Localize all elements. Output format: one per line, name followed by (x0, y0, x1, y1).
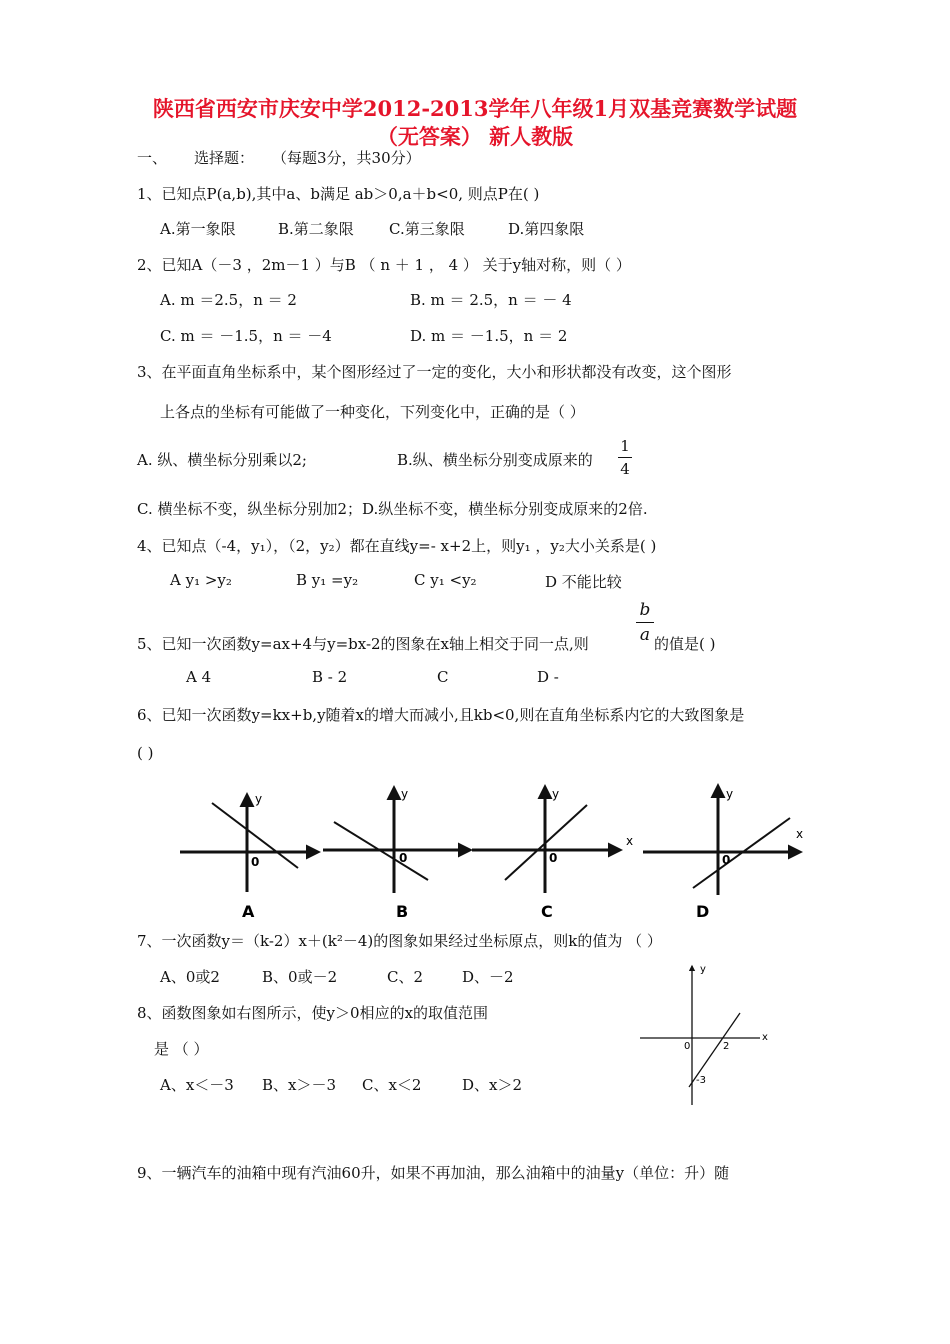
q6-graph-c-x-label: x (626, 834, 634, 848)
q2-option-d: D. m ＝ －1.5，n ＝ 2 (410, 327, 568, 345)
q6-graph-c-origin: 0 (549, 851, 558, 865)
q6-graph-b-origin: 0 (399, 851, 408, 865)
q8-option-a: A、x＜－3 (160, 1076, 234, 1094)
q3-line-2: 上各点的坐标有可能做了一种变化，下列变化中，正确的是（ ） (160, 403, 585, 421)
q5-option-c: C (437, 668, 449, 686)
q6-line-2: ( ) (137, 744, 154, 762)
q1-option-c: C.第三象限 (389, 220, 465, 238)
q8-option-d: D、x＞2 (462, 1076, 523, 1094)
q3-fraction-denominator: 4 (620, 460, 630, 478)
section-note: （每题3分，共30分） (272, 149, 421, 167)
q3-option-b: B.纵、横坐标分别变成原来的 (397, 451, 593, 469)
title-line-1: 陕西省西安市庆安中学2012-2013学年八年级1月双基竞赛数学试题 (152, 96, 798, 121)
q8-option-b: B、x＞－3 (262, 1076, 337, 1094)
q7-stem: 7、一次函数y＝（k-2）x＋(k²－4)的图象如果经过坐标原点，则k的值为 （ ） (137, 932, 662, 950)
q6-graph-a-origin: 0 (251, 855, 260, 869)
q8-graph (640, 964, 768, 1105)
q7-option-a: A、0或2 (160, 968, 220, 986)
q2-option-a: A. m ＝2.5，n ＝ 2 (160, 291, 297, 309)
q7-option-d: D、－2 (462, 968, 514, 986)
q6-graph-b-y-label: y (401, 787, 409, 801)
q6-graph-a-y-label: y (255, 792, 263, 806)
q6-graph-c-y-label: y (552, 787, 560, 801)
q6-graph-d-label: D (696, 902, 710, 921)
q2-option-b: B. m ＝ 2.5，n ＝ － 4 (410, 291, 572, 309)
q8-line-1: 8、函数图象如右图所示，使y＞0相应的x的取值范围 (137, 1004, 489, 1022)
section-label: 选择题： (194, 149, 255, 167)
q7-option-c: C、2 (387, 968, 424, 986)
q4-option-a: A y₁ >y₂ (170, 571, 232, 589)
q6-graph-c (472, 787, 633, 921)
q6-graph-a (180, 792, 318, 921)
q1-option-b: B.第二象限 (278, 220, 354, 238)
q1-stem: 1、已知点P(a,b),其中a、b满足 ab＞0,a＋b<0, 则点P在( ) (137, 185, 540, 203)
q8-option-c: C、x＜2 (362, 1076, 422, 1094)
q5-stem-end: 的值是( ) (654, 635, 716, 653)
section-number: 一、 (137, 149, 168, 167)
q8-graph-x-tick: 2 (723, 1041, 730, 1052)
q3-option-a: A. 纵、横坐标分别乘以2; (137, 451, 307, 469)
q8-graph-x-label: x (762, 1032, 768, 1043)
q6-graph-d-x-label: x (796, 827, 804, 841)
q4-option-d: D 不能比较 (545, 573, 622, 591)
q6-graph-d-origin: 0 (722, 853, 731, 867)
q6-graph-b (323, 787, 470, 921)
q5-option-d: D - (537, 668, 559, 686)
q5-fraction-denominator: a (639, 625, 651, 645)
q5-fraction-numerator: b (639, 600, 651, 620)
q8-graph-y-tick: -3 (696, 1075, 706, 1086)
q6-graph-d (643, 786, 803, 921)
title-line-2: （无答案） 新人教版 (376, 124, 574, 149)
q6-line-1: 6、已知一次函数y=kx+b,y随着x的增大而减小,且kb<0,则在直角坐标系内它的大致图象是 (137, 706, 745, 724)
q5-stem: 5、已知一次函数y=ax+4与y=bx-2的图象在x轴上相交于同一点,则 (137, 635, 589, 653)
q4-option-c: C y₁ <y₂ (414, 571, 477, 589)
q2-option-c: C. m ＝ －1.5，n ＝ －4 (160, 327, 332, 345)
q9-line-1: 9、一辆汽车的油箱中现有汽油60升，如果不再加油，那么油箱中的油量y（单位：升）随 (137, 1164, 730, 1182)
q6-graph-b-label: B (396, 902, 409, 921)
q4-option-b: B y₁ =y₂ (296, 571, 359, 589)
q2-stem: 2、已知A（－3 ，2m－1 ）与B （ n ＋ 1 ， 4 ） 关于y轴对称，则（ ） (137, 256, 631, 274)
q3-fraction-numerator: 1 (620, 437, 630, 455)
q4-stem: 4、已知点（-4，y₁），（2，y₂）都在直线y=- x+2上，则y₁ ，y₂大小关系是( ) (137, 537, 657, 555)
q5-option-a: A 4 (186, 668, 212, 686)
q6-graph-d-y-label: y (726, 787, 734, 801)
q8-graph-y-label: y (700, 964, 706, 975)
q3-line-1: 3、在平面直角坐标系中，某个图形经过了一定的变化，大小和形状都没有改变，这个图形 (137, 363, 732, 381)
q6-graph-a-label: A (242, 902, 255, 921)
q3-options-cd: C. 横坐标不变，纵坐标分别加2；D.纵坐标不变，横坐标分别变成原来的2倍. (137, 500, 648, 518)
q8-line-2: 是 （ ） (154, 1040, 209, 1058)
q5-option-b: B - 2 (312, 668, 348, 686)
q1-option-a: A.第一象限 (160, 220, 236, 238)
q1-option-d: D.第四象限 (508, 220, 585, 238)
q7-option-b: B、0或－2 (262, 968, 338, 986)
q6-graph-c-label: C (541, 902, 553, 921)
q8-graph-origin: 0 (684, 1041, 691, 1052)
